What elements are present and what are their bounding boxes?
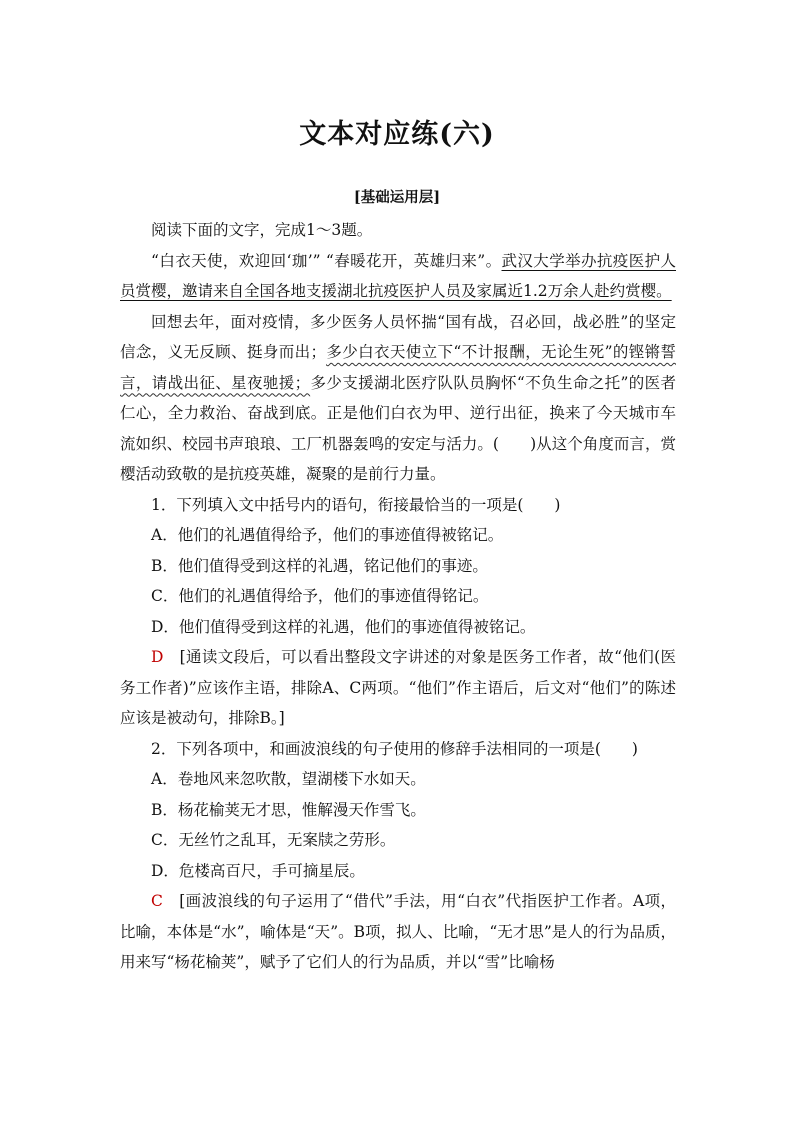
document-body [120,215,676,978]
intro-line: 阅读下面的文字，完成1～3题。 [151,221,373,239]
question-2-option-c: C．无丝竹之乱耳，无案牍之劳形。 [151,831,396,849]
passage-paragraph-2 [120,307,676,490]
page-title: 文本对应练(六) [299,119,495,150]
question-2-option-a: A．卷地风来忽吹散，望湖楼下水如天。 [151,770,426,788]
section-heading: [基础运用层] [353,189,441,206]
underlined-sentence: 武汉大学举办抗疫医护人员赏樱，邀请来自全国各地支援湖北抗疫医护人员及家属近1.2万余人赴约赏樱。 [120,251,676,300]
question-1-option-b: B．他们值得受到这样的礼遇，铭记他们的事迹。 [151,556,488,575]
passage-paragraph-1 [120,246,676,307]
question-1-option-c: C．他们的礼遇值得给予，他们的事迹值得铭记。 [151,587,489,605]
question-2-answer [120,886,676,978]
question-1-answer [120,642,676,734]
wavy-underlined-sentence: 多少白衣天使立下“不计报酬，无论生死”的铿锵誓言，请战出征、星夜驰援； [120,343,676,392]
answer-explanation: [画波浪线的句子运用了“借代”手法，用“白衣”代指医护工作者。A项，比喻，本体是“水”，喻体是“天”。B项，拟人、比喻，“无才思”是人的行为品质，用来写“杨花榆荚”，赋予了它们人的行为品质，并以“雪”比喻杨 [120,892,676,971]
answer-explanation: [通读文段后，可以看出整段文字讲述的对象是医务工作者，故“他们(医务工作者)”应该作主语，排除A、C两项。“他们”作主语后，后文对“他们”的陈述应该是被动句，排除B。] [120,648,676,727]
passage-part-b: 多少支援湖北医疗队队员胸怀“不负生命之托”的医者仁心，全力救治、奋战到底。正是他们白衣为甲、逆行出征，换来了今天城市车流如织、校园书声琅琅、工厂机器轰鸣的安定与活力。( )从这个角度而言，赏樱活动致敬的是抗疫英雄，凝聚的是前行力量。 [120,373,676,483]
answer-letter: D [151,648,164,666]
question-1-option-a: A．他们的礼遇值得给予，他们的事迹值得被铭记。 [151,526,504,544]
passage-lead: “白衣天使，欢迎回‘珈’” “春暖花开，英雄归来”。 [151,251,502,270]
question-2-option-b: B．杨花榆荚无才思，惟解漫天作雪飞。 [151,800,426,819]
question-2-option-d: D．危楼高百尺，手可摘星辰。 [151,861,365,880]
question-1-option-d: D．他们值得受到这样的礼遇，他们的事迹值得被铭记。 [151,617,536,636]
answer-letter: C [151,892,163,910]
question-1-stem: 1．下列填入文中括号内的语句，衔接最恰当的一项是( ) [151,495,561,514]
question-2-stem: 2．下列各项中，和画波浪线的句子使用的修辞手法相同的一项是( ) [151,739,638,758]
passage-part-a: 回想去年，面对疫情，多少医务人员怀揣“国有战，召必回，战必胜”的坚定信念，义无反顾、挺身而出； [120,312,676,361]
